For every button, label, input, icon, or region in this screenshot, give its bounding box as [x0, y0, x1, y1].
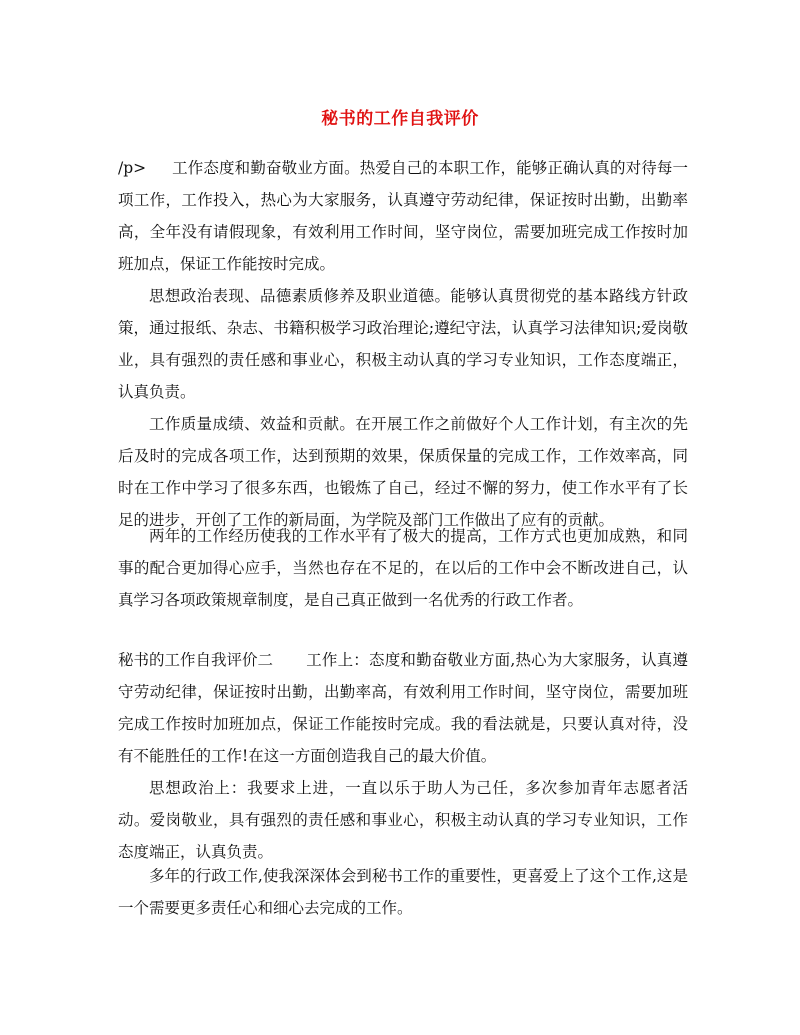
- section2-paragraph-2: 思想政治上：我要求上进，一直以乐于助人为己任，多次参加青年志愿者活动。爱岗敬业，具有强烈的责任感和事业心，积极主动认真的学习专业知识，工作态度端正，认真负责。: [118, 779, 688, 861]
- section1-paragraph-3: 工作质量成绩、效益和贡献。在开展工作之前做好个人工作计划，有主次的先后及时的完成各项工作，达到预期的效果，保质保量的完成工作，工作效率高，同时在工作中学习了很多东西，也锻炼了自己，经过不懈的努力，使工作水平有了长足的进步，开创了工作的新局面，为学院及部门工作做出了应有的贡献。: [118, 415, 688, 529]
- section1-paragraph-4: 两年的工作经历使我的工作水平有了极大的提高，工作方式也更加成熟，和同事的配合更加得心应手，当然也存在不足的，在以后的工作中会不断改进自己，认真学习各项政策规章制度，是自己真正做到一名优秀的行政工作者。: [118, 527, 688, 609]
- section2-paragraph-1-text: 工作上：态度和勤奋敬业方面,热心为大家服务，认真遵守劳动纪律，保证按时出勤，出勤率高，有效利用工作时间，坚守岗位，需要加班完成工作按时加班加点，保证工作能按时完成。我的看法就是，只要认真对待，没有不能胜任的工作!在这一方面创造我自己的最大价值。: [118, 651, 688, 765]
- document-title: 秘书的工作自我评价: [321, 109, 479, 129]
- section2-paragraph-1: [118, 644, 688, 772]
- section2-paragraph-3: 多年的行政工作,使我深深体会到秘书工作的重要性，更喜爱上了这个工作,这是一个需要更多责任心和细心去完成的工作。: [118, 867, 688, 917]
- section1-paragraph-1-text: 工作态度和勤奋敬业方面。热爱自己的本职工作，能够正确认真的对待每一项工作，工作投入，热心为大家服务，认真遵守劳动纪律，保证按时出勤，出勤率高，全年没有请假现象，有效利用工作时间，坚守岗位，需要加班完成工作按时加班加点，保证工作能按时完成。: [118, 159, 688, 273]
- section1-paragraph-1: [118, 152, 688, 280]
- section1-lead: /p>: [118, 159, 147, 177]
- section2-lead: 秘书的工作自我评价二: [118, 651, 274, 669]
- section1-paragraph-2: 思想政治表现、品德素质修养及职业道德。能够认真贯彻党的基本路线方针政策，通过报纸、杂志、书籍积极学习政治理论;遵纪守法，认真学习法律知识;爱岗敬业，具有强烈的责任感和事业心，积极主动认真的学习专业知识，工作态度端正，认真负责。: [118, 287, 688, 401]
